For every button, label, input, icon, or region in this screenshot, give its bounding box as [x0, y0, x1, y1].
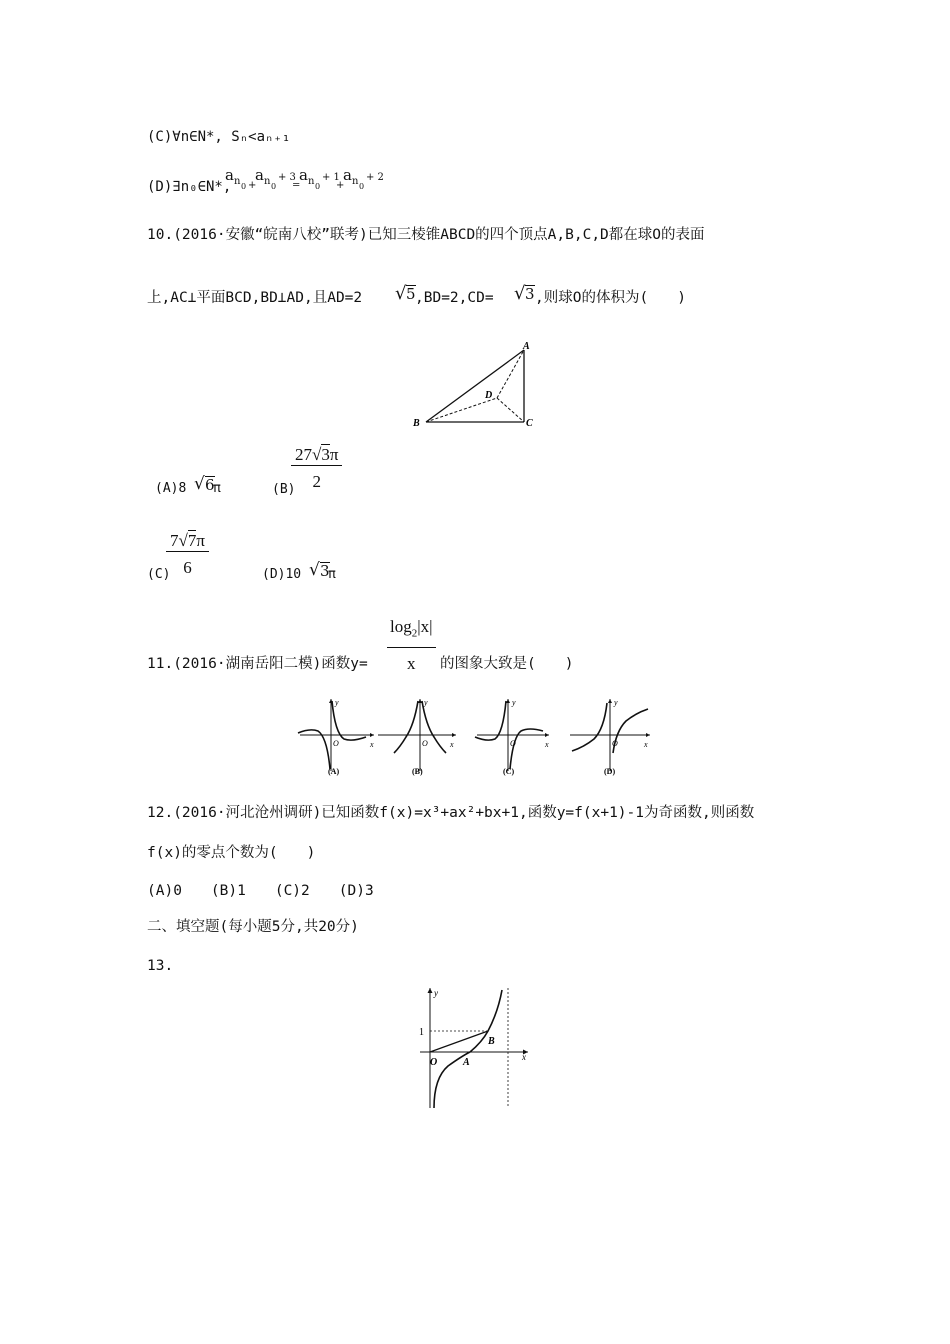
graph-a-caption: (A) [328, 767, 340, 776]
curve-left [475, 701, 506, 740]
label-a: A [523, 341, 530, 352]
q10-option-c-label: (C) [147, 567, 171, 582]
graph-b-caption: (B) [412, 767, 423, 776]
q11-graph-c [477, 695, 557, 777]
q9-d-n4: n [352, 176, 359, 187]
q9-d-plus2: + 2 [366, 172, 384, 183]
q12-stem-line1: 12.(2016·河北沧州调研)已知函数f(x)=x³+ax²+bx+1,函数y=f(x+1)-1为奇函数,则函数 [147, 805, 755, 821]
q10-option-c-fraction [166, 531, 209, 578]
q10-radical-5: √ [395, 283, 407, 304]
y-arrow [428, 988, 433, 993]
q11-denominator: x [407, 654, 416, 674]
curve-increasing [434, 990, 502, 1108]
q10-tetrahedron-figure [405, 340, 545, 440]
curve-left [298, 730, 330, 769]
x-arrow [452, 733, 456, 737]
q9-d-sub1: 0 [241, 182, 247, 191]
q10-option-d-radical: √ [309, 560, 320, 580]
q10-stem-line2 [147, 283, 707, 307]
q10-line2-c: ,则球O的体积为( ) [535, 290, 686, 306]
radical: √ [312, 445, 322, 464]
axis-y-label: y [512, 698, 516, 707]
section2-heading: 二、填空题(每小题5分,共20分) [147, 919, 359, 935]
label-one: 1 [419, 1027, 424, 1038]
q10-option-d-suffix: π [328, 567, 336, 582]
label-c: C [526, 418, 533, 429]
q9-d-sub3: 0 [315, 182, 321, 191]
axis-x-label: x [450, 740, 454, 749]
q13-number: 13. [147, 958, 174, 974]
q9-option-c: (C)∀n∈N*, Sₙ<aₙ₊₁ [147, 129, 291, 145]
q9-d-a4: a [343, 166, 352, 184]
q11-graph-b [378, 695, 458, 777]
q10-option-b-label: (B) [272, 482, 296, 497]
q11-stem-b: 的图象大致是( ) [440, 656, 574, 672]
origin-label: O [510, 739, 516, 748]
q10-option-a-radical: √ [194, 474, 205, 494]
label-b: B [413, 418, 420, 429]
curve-left [394, 701, 418, 753]
label-x: x [522, 1052, 526, 1062]
q9-d-plus-b: + [336, 180, 345, 191]
edge-dc [497, 398, 524, 422]
x-arrow [646, 733, 650, 737]
y-arrow [608, 699, 612, 703]
q9-d-sub2: 0 [271, 182, 277, 191]
q11-fraction [387, 617, 436, 674]
label-a: A [463, 1057, 470, 1068]
q11-numerator: $\log_2|x|$ [387, 617, 436, 648]
q10-option-a [155, 476, 255, 500]
radical: √ [178, 531, 188, 550]
graph-d-caption: (D) [604, 767, 616, 776]
q10-option-c-denominator: 6 [183, 558, 192, 577]
axis-y-label: y [424, 698, 428, 707]
curve-right [613, 709, 648, 753]
axis-y-label: y [614, 698, 618, 707]
segment-ob [430, 1031, 488, 1052]
q10-option-b-numerator: 27√3π [291, 445, 342, 466]
q9-option-d-prefix: (D)∃n₀∈N*, [147, 179, 232, 195]
edge-da [497, 350, 524, 398]
y-arrow [418, 699, 422, 703]
q10-stem-line1: 10.(2016·安徽“皖南八校”联考)已知三棱锥ABCD的四个顶点A,B,C,D都在球O的表面 [147, 227, 705, 243]
label-d: D [485, 390, 493, 401]
x-arrow [370, 733, 374, 737]
q10-root3-value: 3 [525, 285, 535, 303]
origin-label: O [333, 739, 339, 748]
origin-label: O [422, 739, 428, 748]
q11-stem-a: 11.(2016·湖南岳阳二模)函数y= [147, 656, 368, 672]
q10-option-d-prefix: (D)10 [262, 567, 302, 582]
q10-option-c-numerator: 7√7π [166, 531, 209, 552]
q10-option-a-root: 6 [205, 476, 215, 494]
edge-ba [426, 350, 524, 422]
q10-option-d [262, 562, 362, 586]
axis-y-label: y [335, 698, 339, 707]
q9-d-n3: n [308, 176, 315, 187]
q10-option-a-prefix: (A)8 [155, 481, 187, 496]
q9-d-n1: n [234, 176, 241, 187]
q13-figure [408, 986, 558, 1111]
q11-graph-d [570, 695, 656, 777]
label-o: O [430, 1057, 438, 1068]
label-y: y [434, 988, 438, 998]
q10-option-b-denominator: 2 [312, 472, 321, 491]
q10-root5-value: 5 [406, 285, 416, 303]
q9-option-d [147, 168, 447, 198]
q12-options: (A)0 (B)1 (C)2 (D)3 [147, 883, 374, 899]
q9-d-plus3: + 3 [278, 172, 296, 183]
q9-d-plus1b: + 1 [322, 172, 340, 183]
axis-x-label: x [644, 740, 648, 749]
q10-line2-b: ,BD=2,CD= [415, 290, 494, 306]
q9-d-plus1: + [248, 180, 257, 191]
q9-d-eq: = [292, 180, 301, 191]
q10-radical-3: √ [514, 283, 526, 304]
q9-d-a1: a [225, 166, 234, 184]
q10-option-d-root: 3 [320, 562, 330, 580]
q12-stem-line2: f(x)的零点个数为( ) [147, 845, 316, 861]
q9-d-sub4: 0 [359, 182, 365, 191]
q10-option-a-suffix: π [213, 481, 221, 496]
origin-label: O [612, 739, 618, 748]
q9-d-n2: n [264, 176, 271, 187]
q10-option-b-fraction [291, 445, 342, 492]
label-b: B [488, 1036, 495, 1047]
q9-d-a2: a [255, 166, 264, 184]
q11-graph-a [300, 695, 380, 777]
curve-left [572, 703, 607, 751]
axis-x-label: x [370, 740, 374, 749]
q9-d-a3: a [299, 166, 308, 184]
q10-line2-a: 上,AC⊥平面BCD,BD⊥AD,且AD=2 [147, 290, 363, 306]
edge-bd [426, 398, 497, 422]
graph-c-caption: (C) [503, 767, 515, 776]
x-arrow [545, 733, 549, 737]
axis-x-label: x [545, 740, 549, 749]
